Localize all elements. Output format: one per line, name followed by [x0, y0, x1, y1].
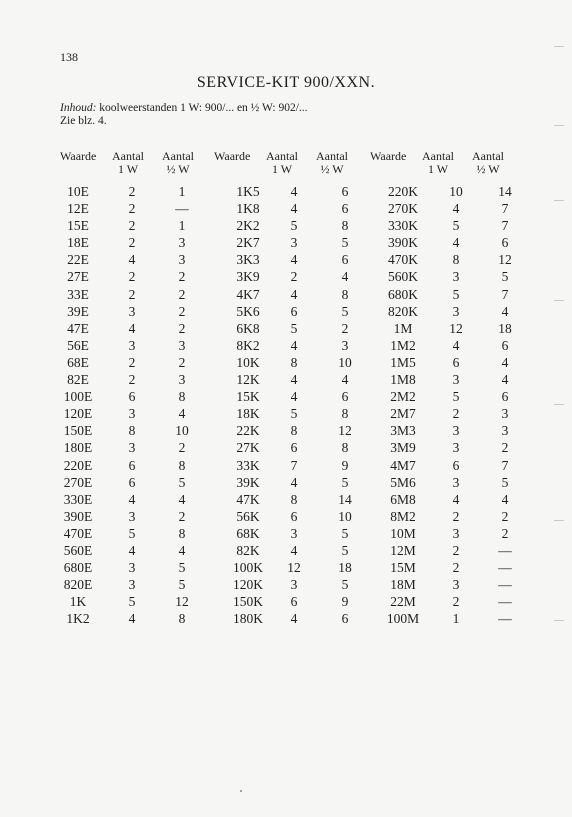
cell-aantal-1w: 2	[452, 542, 460, 558]
intro-line-2: Zie blz. 4.	[60, 115, 107, 127]
cell-aantal-half-w: 6	[341, 252, 349, 268]
cell-aantal-1w: 3	[452, 440, 460, 456]
cell-aantal-half-w: —	[498, 542, 512, 558]
cell-waarde: 27K	[236, 440, 260, 456]
cell-aantal-half-w: 4	[341, 372, 349, 388]
cell-aantal-1w: 10	[449, 184, 463, 199]
header-waarde: Waarde	[214, 149, 251, 163]
scan-speck	[240, 790, 242, 792]
cell-aantal-half-w: 2	[501, 508, 509, 524]
table-row	[0, 269, 520, 286]
cell-waarde: 220E	[63, 457, 93, 473]
table-row	[0, 218, 520, 235]
cell-aantal-half-w: 3	[501, 406, 509, 422]
cell-aantal-half-w: 8	[178, 389, 186, 405]
cell-aantal-1w: 4	[290, 252, 298, 268]
cell-waarde: 56E	[67, 337, 89, 353]
cell-waarde: 3K3	[236, 252, 260, 268]
cell-waarde: 10E	[67, 184, 89, 199]
cell-aantal-1w: 2	[128, 201, 136, 217]
cell-waarde: 270K	[388, 201, 418, 217]
cell-aantal-1w: 2	[128, 269, 136, 285]
cell-waarde: 8M2	[390, 508, 416, 524]
margin-mark	[554, 620, 564, 621]
cell-waarde: 68E	[67, 354, 89, 370]
cell-waarde: 10M	[390, 525, 416, 541]
header-aantal-1w: Aantal 1 W	[266, 149, 298, 176]
cell-aantal-half-w: 2	[501, 525, 509, 541]
cell-waarde: 5M6	[390, 474, 416, 490]
cell-aantal-1w: 8	[290, 354, 298, 370]
table-row	[0, 440, 520, 457]
intro-line-1: koolweerstanden 1 W: 900/... en ½ W: 902/...	[99, 102, 308, 114]
cell-waarde: 82K	[236, 542, 260, 558]
cell-aantal-1w: 6	[290, 508, 298, 524]
cell-aantal-1w: 3	[128, 508, 136, 524]
cell-aantal-half-w: 2	[501, 440, 509, 456]
cell-waarde: 39K	[236, 474, 260, 490]
cell-aantal-1w: 2	[452, 560, 460, 576]
cell-waarde: 5K6	[236, 303, 260, 319]
cell-aantal-1w: 4	[290, 184, 298, 199]
cell-waarde: 100K	[233, 560, 263, 576]
table-row	[0, 287, 520, 304]
cell-aantal-half-w: 9	[341, 457, 349, 473]
cell-waarde: 4K7	[236, 286, 260, 302]
cell-aantal-1w: 4	[290, 611, 298, 627]
cell-waarde: 680K	[388, 286, 418, 302]
table-row	[0, 355, 520, 372]
cell-aantal-1w: 12	[287, 560, 301, 576]
cell-waarde: 15M	[390, 560, 416, 576]
cell-aantal-half-w: 4	[178, 406, 186, 422]
table-row	[0, 184, 520, 201]
cell-aantal-half-w: 2	[178, 286, 186, 302]
cell-aantal-half-w: —	[498, 594, 512, 610]
table-row	[0, 423, 520, 440]
margin-mark	[554, 520, 564, 521]
cell-waarde: 1M2	[390, 337, 416, 353]
cell-aantal-1w: 4	[290, 542, 298, 558]
cell-aantal-half-w: 5	[341, 542, 349, 558]
cell-waarde: 18M	[390, 577, 416, 593]
cell-waarde: 820K	[388, 303, 418, 319]
cell-aantal-half-w: 8	[178, 457, 186, 473]
table-row	[0, 560, 520, 577]
cell-waarde: 12M	[390, 542, 416, 558]
cell-waarde: 12K	[236, 372, 260, 388]
cell-aantal-1w: 3	[128, 560, 136, 576]
margin-mark	[554, 46, 564, 47]
cell-aantal-1w: 6	[290, 594, 298, 610]
cell-waarde: 1M	[393, 320, 413, 336]
cell-waarde: 390K	[388, 235, 418, 251]
cell-aantal-1w: 2	[290, 269, 298, 285]
cell-waarde: 100E	[63, 389, 93, 405]
cell-waarde: 39E	[67, 303, 89, 319]
cell-aantal-half-w: 2	[178, 303, 186, 319]
cell-aantal-half-w: 4	[501, 372, 509, 388]
cell-aantal-1w: 4	[290, 372, 298, 388]
cell-waarde: 1K8	[236, 201, 260, 217]
cell-waarde: 330E	[63, 491, 93, 507]
cell-aantal-1w: 12	[449, 320, 463, 336]
cell-waarde: 470K	[388, 252, 418, 268]
table-row	[0, 372, 520, 389]
cell-waarde: 820E	[63, 577, 93, 593]
margin-mark	[554, 300, 564, 301]
header-waarde: Waarde	[370, 149, 407, 163]
cell-waarde: 6M8	[390, 491, 416, 507]
cell-aantal-1w: 3	[290, 525, 298, 541]
cell-aantal-half-w: 4	[501, 491, 509, 507]
cell-waarde: 2M2	[390, 389, 416, 405]
cell-aantal-1w: 5	[452, 286, 460, 302]
cell-aantal-half-w: 7	[501, 201, 509, 217]
cell-aantal-half-w: 4	[501, 354, 509, 370]
margin-mark	[554, 404, 564, 405]
header-aantal-half-w: Aantal ½ W	[316, 149, 348, 176]
cell-aantal-1w: 5	[452, 389, 460, 405]
cell-waarde: 150K	[233, 594, 263, 610]
cell-waarde: 390E	[63, 508, 93, 524]
cell-aantal-1w: 2	[452, 508, 460, 524]
cell-waarde: 12E	[67, 201, 89, 217]
cell-aantal-half-w: 6	[341, 201, 349, 217]
cell-aantal-half-w: 3	[178, 337, 186, 353]
cell-aantal-half-w: 7	[501, 218, 509, 234]
cell-aantal-half-w: 5	[341, 303, 349, 319]
cell-aantal-half-w: 14	[338, 491, 352, 507]
cell-aantal-1w: 2	[452, 594, 460, 610]
cell-aantal-half-w: 18	[498, 320, 512, 336]
cell-aantal-half-w: 2	[178, 354, 186, 370]
cell-waarde: 1K2	[66, 611, 90, 627]
cell-aantal-half-w: 7	[501, 457, 509, 473]
cell-waarde: 1K5	[236, 184, 260, 199]
cell-aantal-half-w: —	[498, 577, 512, 593]
cell-aantal-1w: 1	[452, 611, 460, 627]
cell-aantal-half-w: —	[498, 560, 512, 576]
cell-aantal-half-w: 12	[175, 594, 189, 610]
table-row	[0, 543, 520, 560]
cell-aantal-half-w: 5	[178, 474, 186, 490]
cell-waarde: 82E	[67, 372, 89, 388]
cell-waarde: 2M7	[390, 406, 416, 422]
cell-aantal-half-w: 3	[178, 235, 186, 251]
cell-aantal-half-w: 3	[178, 252, 186, 268]
cell-aantal-half-w: 8	[341, 218, 349, 234]
cell-aantal-1w: 8	[290, 491, 298, 507]
table-row	[0, 492, 520, 509]
header-aantal-1w: Aantal 1 W	[112, 149, 144, 176]
cell-waarde: 68K	[236, 525, 260, 541]
cell-aantal-half-w: 8	[178, 611, 186, 627]
cell-aantal-half-w: 9	[341, 594, 349, 610]
cell-waarde: 270E	[63, 474, 93, 490]
cell-aantal-1w: 6	[290, 440, 298, 456]
cell-aantal-half-w: 10	[175, 423, 189, 439]
cell-aantal-half-w: 2	[178, 440, 186, 456]
table-row	[0, 338, 520, 355]
cell-aantal-half-w: 6	[341, 184, 349, 199]
resistor-table	[0, 184, 520, 628]
cell-aantal-half-w: 8	[178, 525, 186, 541]
cell-aantal-1w: 4	[128, 611, 136, 627]
header-waarde: Waarde	[60, 149, 97, 163]
cell-aantal-1w: 3	[452, 525, 460, 541]
cell-aantal-1w: 8	[128, 423, 136, 439]
margin-mark	[554, 125, 564, 126]
cell-aantal-1w: 8	[290, 423, 298, 439]
table-row	[0, 611, 520, 628]
cell-aantal-half-w: —	[498, 611, 512, 627]
cell-waarde: 100M	[386, 611, 420, 627]
intro-label: Inhoud:	[60, 102, 97, 114]
table-row	[0, 594, 520, 611]
table-row	[0, 321, 520, 338]
cell-waarde: 150E	[63, 423, 93, 439]
cell-aantal-1w: 4	[128, 320, 136, 336]
cell-aantal-1w: 2	[128, 184, 136, 199]
cell-aantal-half-w: 4	[178, 491, 186, 507]
margin-mark	[554, 200, 564, 201]
table-row	[0, 406, 520, 423]
table-row	[0, 201, 520, 218]
cell-waarde: 18K	[236, 406, 260, 422]
header-aantal-half-w: Aantal ½ W	[162, 149, 194, 176]
table-row	[0, 458, 520, 475]
cell-waarde: 1M8	[390, 372, 416, 388]
cell-waarde: 33E	[67, 286, 89, 302]
cell-aantal-1w: 3	[452, 474, 460, 490]
cell-aantal-half-w: 8	[341, 286, 349, 302]
cell-aantal-1w: 3	[128, 337, 136, 353]
header-aantal-1w: Aantal 1 W	[422, 149, 454, 176]
cell-waarde: 47E	[67, 320, 89, 336]
cell-aantal-half-w: 8	[341, 440, 349, 456]
cell-aantal-1w: 4	[290, 474, 298, 490]
cell-aantal-1w: 4	[452, 491, 460, 507]
cell-aantal-half-w: 3	[341, 337, 349, 353]
cell-aantal-half-w: 5	[178, 560, 186, 576]
cell-waarde: 120E	[63, 406, 93, 422]
cell-aantal-half-w: 5	[341, 474, 349, 490]
cell-waarde: 47K	[236, 491, 260, 507]
cell-aantal-1w: 6	[290, 303, 298, 319]
cell-aantal-1w: 6	[128, 457, 136, 473]
cell-waarde: 120K	[233, 577, 263, 593]
cell-aantal-half-w: 10	[338, 354, 352, 370]
cell-aantal-1w: 4	[128, 252, 136, 268]
cell-aantal-1w: 3	[452, 269, 460, 285]
cell-waarde: 15K	[236, 389, 260, 405]
cell-aantal-1w: 3	[290, 235, 298, 251]
cell-waarde: 220K	[388, 184, 418, 199]
cell-waarde: 180E	[63, 440, 93, 456]
cell-waarde: 15E	[67, 218, 89, 234]
cell-aantal-half-w: 14	[498, 184, 512, 199]
cell-aantal-1w: 2	[128, 218, 136, 234]
cell-aantal-half-w: 5	[341, 525, 349, 541]
cell-waarde: 10K	[236, 354, 260, 370]
cell-aantal-half-w: 3	[501, 423, 509, 439]
cell-waarde: 560K	[388, 269, 418, 285]
cell-aantal-half-w: 4	[178, 542, 186, 558]
cell-aantal-1w: 3	[452, 577, 460, 593]
cell-aantal-half-w: 5	[341, 235, 349, 251]
cell-aantal-half-w: 1	[178, 218, 186, 234]
cell-waarde: 2K2	[236, 218, 260, 234]
cell-aantal-half-w: 18	[338, 560, 352, 576]
cell-aantal-1w: 2	[452, 406, 460, 422]
cell-aantal-half-w: 10	[338, 508, 352, 524]
cell-aantal-half-w: 1	[178, 184, 186, 199]
cell-waarde: 27E	[67, 269, 89, 285]
cell-waarde: 8K2	[236, 337, 260, 353]
table-row	[0, 475, 520, 492]
cell-aantal-1w: 8	[452, 252, 460, 268]
cell-aantal-1w: 4	[128, 542, 136, 558]
cell-aantal-half-w: 5	[178, 577, 186, 593]
table-row	[0, 252, 520, 269]
cell-aantal-1w: 3	[290, 577, 298, 593]
cell-aantal-1w: 2	[128, 235, 136, 251]
cell-aantal-half-w: 2	[178, 269, 186, 285]
cell-waarde: 4M7	[390, 457, 416, 473]
cell-aantal-1w: 4	[290, 286, 298, 302]
cell-aantal-1w: 3	[128, 406, 136, 422]
cell-waarde: 1K	[69, 594, 87, 610]
cell-aantal-1w: 4	[290, 337, 298, 353]
cell-aantal-half-w: 2	[178, 320, 186, 336]
cell-aantal-half-w: 2	[178, 508, 186, 524]
cell-aantal-half-w: 6	[341, 389, 349, 405]
cell-aantal-1w: 4	[452, 201, 460, 217]
cell-waarde: 56K	[236, 508, 260, 524]
table-row	[0, 304, 520, 321]
table-row	[0, 389, 520, 406]
cell-waarde: 33K	[236, 457, 260, 473]
page-title: SERVICE-KIT 900/XXN.	[196, 74, 376, 91]
table-row	[0, 509, 520, 526]
intro-text	[60, 102, 308, 128]
cell-aantal-half-w: 3	[178, 372, 186, 388]
cell-aantal-half-w: 5	[501, 474, 509, 490]
cell-aantal-half-w: 5	[341, 577, 349, 593]
cell-aantal-1w: 3	[128, 303, 136, 319]
cell-aantal-1w: 6	[128, 389, 136, 405]
cell-waarde: 22K	[236, 423, 260, 439]
cell-waarde: 2K7	[236, 235, 260, 251]
cell-aantal-1w: 5	[290, 406, 298, 422]
cell-aantal-half-w: 4	[501, 303, 509, 319]
cell-aantal-1w: 3	[452, 372, 460, 388]
cell-aantal-1w: 2	[128, 354, 136, 370]
cell-aantal-half-w: 8	[341, 406, 349, 422]
cell-aantal-half-w: 4	[341, 269, 349, 285]
table-row	[0, 526, 520, 543]
cell-aantal-1w: 6	[452, 354, 460, 370]
cell-aantal-1w: 3	[128, 577, 136, 593]
cell-aantal-1w: 5	[128, 525, 136, 541]
cell-aantal-1w: 4	[290, 201, 298, 217]
cell-waarde: 22E	[67, 252, 89, 268]
page-number: 138	[60, 50, 78, 64]
cell-aantal-1w: 5	[290, 320, 298, 336]
cell-aantal-1w: 3	[452, 423, 460, 439]
cell-aantal-half-w: 6	[341, 611, 349, 627]
cell-aantal-half-w: 12	[338, 423, 352, 439]
cell-waarde: 3K9	[236, 269, 260, 285]
table-row	[0, 577, 520, 594]
table-row	[0, 235, 520, 252]
cell-waarde: 180K	[233, 611, 263, 627]
cell-aantal-1w: 5	[128, 594, 136, 610]
header-aantal-half-w: Aantal ½ W	[472, 149, 504, 176]
cell-aantal-half-w: —	[175, 201, 189, 217]
cell-aantal-1w: 4	[452, 337, 460, 353]
cell-waarde: 330K	[388, 218, 418, 234]
cell-waarde: 6K8	[236, 320, 260, 336]
cell-waarde: 560E	[63, 542, 93, 558]
cell-waarde: 680E	[63, 560, 93, 576]
cell-waarde: 18E	[67, 235, 89, 251]
cell-aantal-half-w: 5	[501, 269, 509, 285]
cell-aantal-1w: 4	[452, 235, 460, 251]
cell-aantal-half-w: 6	[501, 235, 509, 251]
cell-aantal-1w: 2	[128, 286, 136, 302]
cell-aantal-1w: 2	[128, 372, 136, 388]
cell-waarde: 1M5	[390, 354, 416, 370]
cell-aantal-half-w: 6	[501, 337, 509, 353]
cell-aantal-1w: 6	[452, 457, 460, 473]
cell-aantal-1w: 4	[128, 491, 136, 507]
cell-waarde: 3M3	[390, 423, 416, 439]
cell-aantal-half-w: 6	[501, 389, 509, 405]
cell-waarde: 470E	[63, 525, 93, 541]
cell-waarde: 3M9	[390, 440, 416, 456]
cell-aantal-1w: 5	[452, 218, 460, 234]
cell-aantal-1w: 7	[290, 457, 298, 473]
cell-aantal-half-w: 7	[501, 286, 509, 302]
cell-aantal-1w: 3	[452, 303, 460, 319]
cell-aantal-half-w: 12	[498, 252, 512, 268]
cell-aantal-1w: 5	[290, 218, 298, 234]
cell-aantal-1w: 4	[290, 389, 298, 405]
cell-waarde: 22M	[390, 594, 416, 610]
cell-aantal-1w: 6	[128, 474, 136, 490]
cell-aantal-1w: 3	[128, 440, 136, 456]
cell-aantal-half-w: 2	[341, 320, 349, 336]
